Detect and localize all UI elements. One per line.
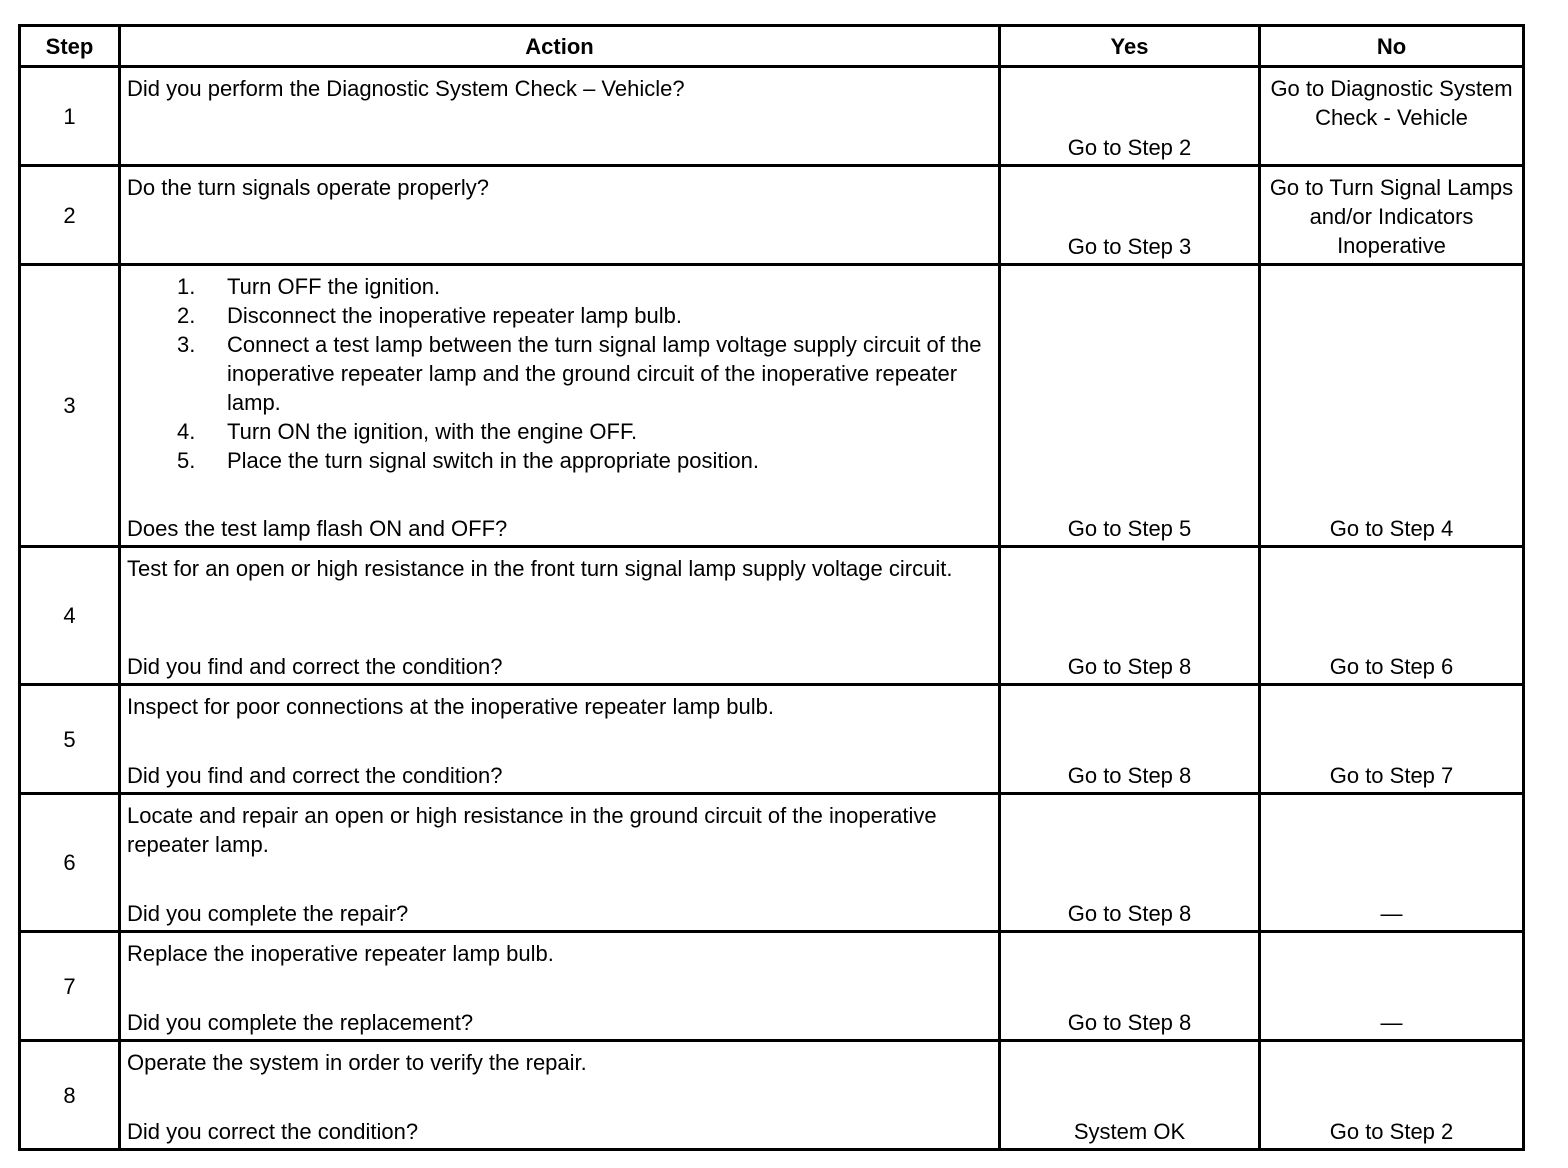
no-cell: [1260, 794, 1524, 932]
yes-cell: [1000, 932, 1260, 1041]
substep-list: [127, 272, 990, 475]
action-text: Locate and repair an open or high resistance in the ground circuit of the inoperative repeater lamp.: [127, 803, 937, 857]
no-cell: [1260, 166, 1524, 265]
action-cell: [120, 1041, 1000, 1150]
substep-text: Disconnect the inoperative repeater lamp bulb.: [227, 303, 682, 328]
yes-result: Go to Step 2: [1067, 135, 1192, 160]
no-cell: [1260, 265, 1524, 547]
question-text: Did you complete the replacement?: [127, 1010, 474, 1035]
yes-result: Go to Step 8: [1067, 1010, 1192, 1035]
yes-cell: [1000, 67, 1260, 166]
yes-cell: [1000, 794, 1260, 932]
table-row: [20, 794, 1524, 932]
step-number: 6: [20, 794, 120, 932]
action-text: Test for an open or high resistance in the front turn signal lamp supply voltage circuit.: [127, 556, 953, 581]
header-yes: Yes: [1000, 26, 1260, 67]
action-text: Operate the system in order to verify the repair.: [127, 1050, 587, 1075]
substep-number: 1.: [177, 274, 196, 299]
substep-item: [177, 301, 990, 330]
substep-text: Turn OFF the ignition.: [227, 274, 441, 299]
header-action: Action: [120, 26, 1000, 67]
no-cell: [1260, 547, 1524, 685]
header-row: [20, 26, 1524, 67]
action-text: Do the turn signals operate properly?: [120, 166, 1000, 265]
no-result: Go to Step 2: [1329, 1119, 1454, 1144]
action-text: Inspect for poor connections at the inoperative repeater lamp bulb.: [127, 694, 774, 719]
no-result: Go to Step 4: [1329, 516, 1454, 541]
no-result: —: [1380, 1010, 1403, 1035]
table-row: [20, 67, 1524, 166]
table-row: [20, 265, 1524, 547]
step-number: 2: [20, 166, 120, 265]
yes-result: Go to Step 8: [1067, 901, 1192, 926]
table-row: [20, 685, 1524, 794]
substep-item: [177, 446, 990, 475]
diagnostic-table: [18, 24, 1525, 1151]
question-text: Did you find and correct the condition?: [127, 763, 503, 788]
substep-number: 3.: [177, 332, 196, 357]
table-row: [20, 1041, 1524, 1150]
yes-result: Go to Step 5: [1067, 516, 1192, 541]
substep-item: [177, 272, 990, 301]
step-number: 7: [20, 932, 120, 1041]
table-row: [20, 166, 1524, 265]
yes-cell: [1000, 265, 1260, 547]
action-cell: [120, 685, 1000, 794]
substep-item: [177, 330, 990, 417]
question-text: Did you find and correct the condition?: [127, 654, 503, 679]
action-cell: [120, 932, 1000, 1041]
header-no: No: [1260, 26, 1524, 67]
yes-result: Go to Step 8: [1067, 654, 1192, 679]
yes-result: Go to Step 3: [1067, 234, 1192, 259]
yes-cell: [1000, 547, 1260, 685]
action-cell: [120, 265, 1000, 547]
question-text: Did you complete the repair?: [127, 901, 409, 926]
action-cell: [120, 794, 1000, 932]
substep-number: 2.: [177, 303, 196, 328]
no-result: Go to Step 6: [1329, 654, 1454, 679]
no-result: Go to Step 7: [1329, 763, 1454, 788]
substep-number: 4.: [177, 419, 196, 444]
no-cell: [1260, 1041, 1524, 1150]
yes-cell: [1000, 166, 1260, 265]
no-result: Go to Turn Signal Lamps and/or Indicators Inoperative: [1269, 175, 1514, 258]
step-number: 1: [20, 67, 120, 166]
substep-text: Turn ON the ignition, with the engine OFF.: [227, 419, 638, 444]
yes-cell: [1000, 685, 1260, 794]
step-number: 8: [20, 1041, 120, 1150]
substep-item: [177, 417, 990, 446]
table-row: [20, 547, 1524, 685]
action-text: Did you perform the Diagnostic System Check – Vehicle?: [120, 67, 1000, 166]
no-result: Go to Diagnostic System Check - Vehicle: [1270, 76, 1513, 130]
no-cell: [1260, 685, 1524, 794]
substep-number: 5.: [177, 448, 196, 473]
substep-text: Connect a test lamp between the turn signal lamp voltage supply circuit of the inoperative repeater lamp and the ground circuit of the inoperative repeater lamp.: [227, 332, 982, 415]
question-text: Does the test lamp flash ON and OFF?: [127, 516, 508, 541]
action-cell: [120, 547, 1000, 685]
step-number: 4: [20, 547, 120, 685]
no-result: —: [1380, 901, 1403, 926]
no-cell: [1260, 67, 1524, 166]
question-text: Did you correct the condition?: [127, 1119, 419, 1144]
step-number: 3: [20, 265, 120, 547]
yes-result: Go to Step 8: [1067, 763, 1192, 788]
header-step: Step: [20, 26, 120, 67]
yes-cell: [1000, 1041, 1260, 1150]
substep-text: Place the turn signal switch in the appropriate position.: [227, 448, 759, 473]
table-row: [20, 932, 1524, 1041]
step-number: 5: [20, 685, 120, 794]
yes-result: System OK: [1073, 1119, 1186, 1144]
action-text: Replace the inoperative repeater lamp bulb.: [127, 941, 554, 966]
no-cell: [1260, 932, 1524, 1041]
